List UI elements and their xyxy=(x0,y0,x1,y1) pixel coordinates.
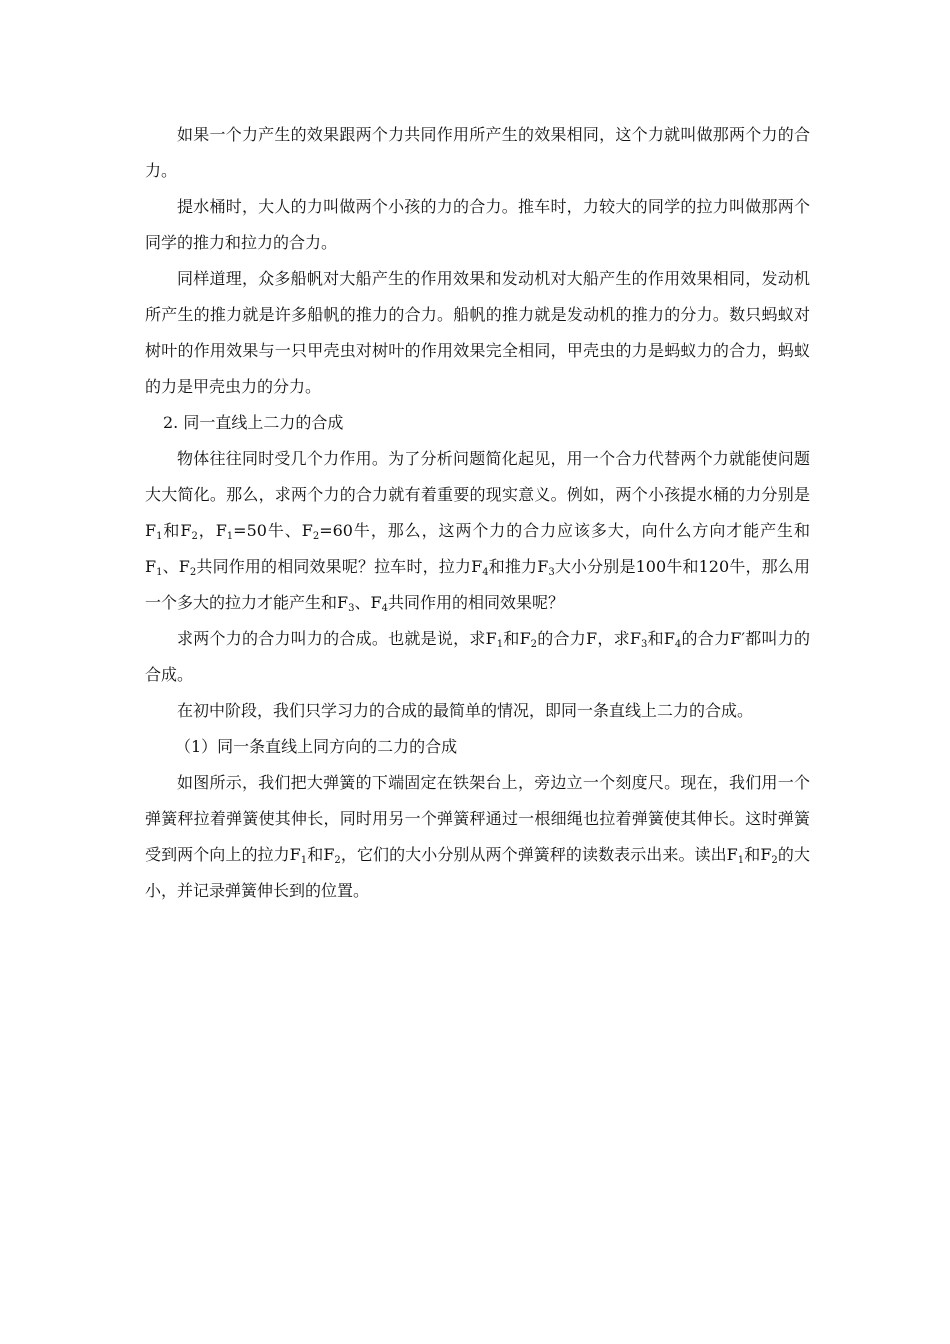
paragraph-forces-question: 物体往往同时受几个力作用。为了分析问题简化起见，用一个合力代替两个力就能使问题大大简化。那么，求两个力的合力就有着重要的现实意义。例如，两个小孩提水桶的力分别是$F_1$和$F_2$，$F_1=50$牛、$F_2=60$牛，那么，这两个力的合力应该多大，向什么方向才能产生和$F_1$、$F_2$共同作用的相同效果呢？拉车时，拉力$F_4$和推力$F_3$大小分别是100牛和120牛，那么用一个多大的拉力才能产生和$F_3$、$F_4$共同作用的相同效果呢？ xyxy=(145,449,810,614)
paragraph-sails-ants-example: 同样道理，众多船帆对大船产生的作用效果和发动机对大船产生的作用效果相同，发动机所产生的推力就是许多船帆的推力的合力。船帆的推力就是发动机的推力的分力。数只蚂蚁对树叶的作用效果与一只甲壳虫对树叶的作用效果完全相同，甲壳虫的力是蚂蚁力的合力，蚂蚁的力是甲壳虫力的分力。 xyxy=(145,269,810,396)
paragraph-spring-experiment: 如图所示，我们把大弹簧的下端固定在铁架台上，旁边立一个刻度尺。现在，我们用一个弹簧秤拉着弹簧使其伸长，同时用另一个弹簧秤通过一根细绳也拉着弹簧使其伸长。这时弹簧受到两个向上的拉力$F_1$和$F_2$，它们的大小分别从两个弹簧秤的读数表示出来。读出$F_1$和$F_2$的大小，并记录弹簧伸长到的位置。 xyxy=(145,773,810,900)
paragraph-composition-definition: 求两个力的合力叫力的合成。也就是说，求$F_1$和$F_2$的合力F，求$F_3$和$F_4$的合力F′都叫力的合成。 xyxy=(145,629,810,684)
paragraph-scope: 在初中阶段，我们只学习力的合成的最简单的情况，即同一条直线上二力的合成。 xyxy=(177,701,754,720)
subsection-heading: （1）同一条直线上同方向的二力的合成 xyxy=(175,737,458,756)
paragraph-bucket-cart-example: 提水桶时，大人的力叫做两个小孩的力的合力。推车时，力较大的同学的拉力叫做那两个同学的推力和拉力的合力。 xyxy=(145,197,810,252)
paragraph-resultant-definition: 如果一个力产生的效果跟两个力共同作用所产生的效果相同，这个力就叫做那两个力的合力。 xyxy=(145,125,810,180)
text-body xyxy=(145,117,810,909)
section-heading: 2. 同一直线上二力的合成 xyxy=(163,413,344,432)
